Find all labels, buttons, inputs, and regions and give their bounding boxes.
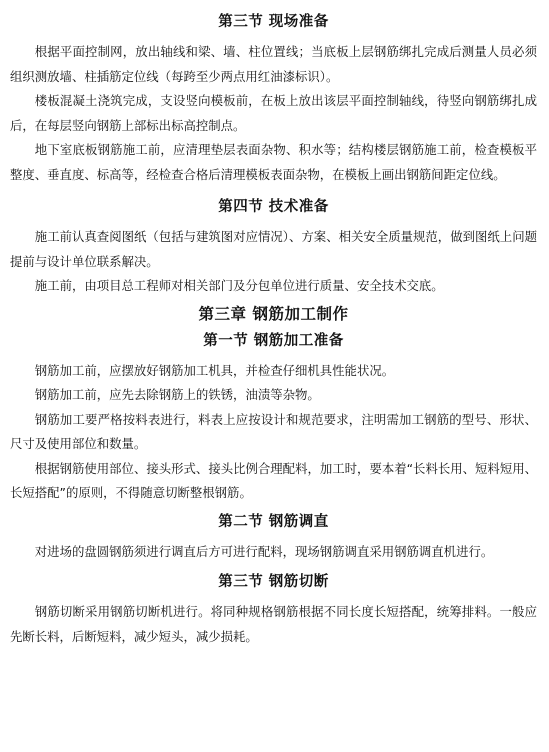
section-title: 第三节 现场准备 <box>218 14 329 30</box>
section-title: 第三节 钢筋切断 <box>218 574 329 590</box>
paragraph: 施工前，由项目总工程师对相关部门及分包单位进行质量、安全技术交底。 <box>34 278 444 293</box>
section-rebar-cutting <box>10 572 537 649</box>
paragraph: 钢筋加工前，应先去除钢筋上的铁锈，油渍等杂物。 <box>34 387 320 402</box>
chapter-rebar-processing <box>10 303 537 650</box>
paragraph: 根据平面控制网，放出轴线和梁、墙、柱位置线；当底板上层钢筋绑扎完成后测量人员必须组织测放墙、柱插筋定位线（每跨至少两点用红油漆标识）。 <box>10 44 537 84</box>
section-title: 第四节 技术准备 <box>218 199 329 215</box>
section-rebar-straightening <box>10 512 537 565</box>
section-technical-preparation <box>10 197 537 299</box>
paragraph: 对进场的盘圆钢筋须进行调直后方可进行配料，现场钢筋调直采用钢筋调直机进行。 <box>34 543 494 559</box>
section-title: 第二节 钢筋调直 <box>218 513 329 530</box>
paragraph: 钢筋加工要严格按料表进行，料表上应按设计和规范要求，注明需加工钢筋的型号、形状、尺寸及使用部位和数量。 <box>10 411 537 451</box>
paragraph: 施工前认真查阅图纸（包括与建筑图对应情况）、方案、相关安全质量规范，做到图纸上问题提前与设计单位联系解决。 <box>10 229 537 269</box>
paragraph: 钢筋加工前，应摆放好钢筋加工机具，并检查仔细机具性能状况。 <box>34 362 395 378</box>
section-processing-preparation <box>10 331 537 506</box>
section-site-preparation <box>10 12 537 187</box>
chapter-title: 第三章 钢筋加工制作 <box>198 304 349 323</box>
paragraph: 根据钢筋使用部位、接头形式、接头比例合理配料，加工时，要本着“长料长用、短料短用、长短搭配”的原则，不得随意切断整根钢筋。 <box>10 460 537 500</box>
paragraph: 钢筋切断采用钢筋切断机进行。将同种规格钢筋根据不同长度长短搭配，统筹排料。一般应先断长料，后断短料，减少短头，减少损耗。 <box>10 604 537 644</box>
section-title: 第一节 钢筋加工准备 <box>203 332 344 349</box>
paragraph: 楼板混凝土浇筑完成，支设竖向模板前，在板上放出该层平面控制轴线，待竖向钢筋绑扎成后，在每层竖向钢筋上部标出标高控制点。 <box>10 93 537 133</box>
paragraph: 地下室底板钢筋施工前，应清理垫层表面杂物、积水等；结构楼层钢筋施工前，检查模板平整度、垂直度、标高等，经检查合格后清理模板表面杂物，在模板上画出钢筋间距定位线。 <box>10 142 537 182</box>
